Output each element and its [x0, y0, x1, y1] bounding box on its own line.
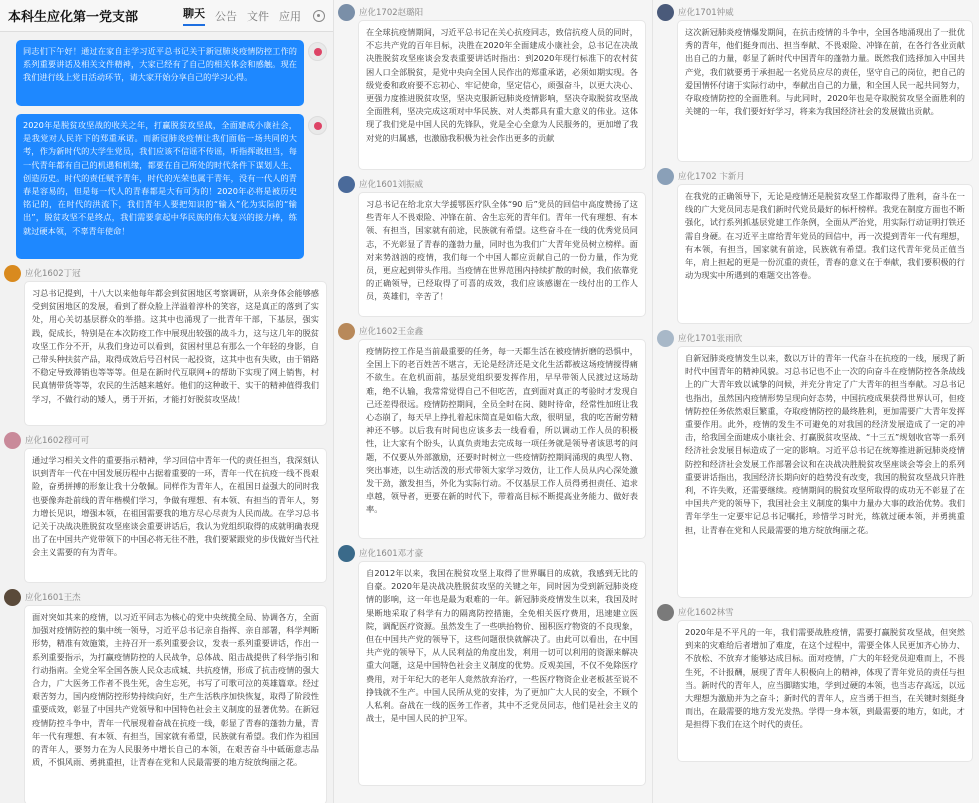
message-incoming — [657, 330, 975, 598]
avatar — [4, 589, 21, 606]
message-bubble: 在我党的正确领导下，无论是疫情还是脱贫攻坚工作都取得了胜利，奋斗在一线的广大党员同志是我们新时代党员最好的标杆榜样。我党在制度方面也不断强化，试行系列抓基层党建工作条例，全面从严治党，用实际行动证明打铁还需自身硬。在习近平主席给青年党员的回信中，再一次提到青年一代有理想，有本领，有担当，国家就有前途，民族就有希望。我们这代青年党员正值当年，肩上担起的更是一份沉重的责任，青春的意义在于奉献，我们要积极的行动为现实中所遇到的难题交出答卷。 — [677, 184, 973, 324]
message-outgoing — [8, 114, 327, 259]
message-sender — [657, 330, 975, 346]
message-incoming — [4, 432, 329, 583]
message-bubble: 自新冠肺炎疫情发生以来，数以万计的青年一代奋斗在抗疫的一线，展现了新时代中国青年的精神风貌。习总书记也不止一次的向奋斗在疫情防控各条战线上的广大青年致以诚挚的问候，并充分肯定了广大青年的担当奉献。习总书记也指出，虽然国内疫情形势呈现向好态势，中国抗疫成果获得世界认可，但疫情防控任务依然艰巨繁重，夺取疫情防控的最终胜利，更加需要广大青年发挥重要作用。此外，疫情的发生不可避免的对我国的经济发展造成了一定的冲击，给我国全面建成小康社会、打赢脱贫攻坚战、“十三五”规划收官等一系列经济社会发展目标造成了一定的影响。习近平总书记在统筹推进新冠肺炎疫情防控和经济社会发展工作部署会议和在决战决胜脱贫攻坚座谈会等会上的系列重要讲话指出，我国经济长期向好的趋势没有改变，我国的脱贫攻坚战只许胜利，不许失败，还需要继续。疫情期间的脱贫攻坚所取得的成功无不彰显了在中国共产党的领导下，我国社会主义制度的集中力量办大事的政治优势。我们青年学生一定要牢记总书记嘱托，珍惜学习时光，练就过硬本领，并勇挑重担，让青春在党和人民最需要的地方绽放绚丽之花。 — [677, 346, 973, 598]
sender-name: 应化1701张雨欣 — [678, 334, 743, 344]
tab-apps[interactable]: 应用 — [279, 9, 301, 23]
sender-name: 应化1601邓才豪 — [359, 549, 424, 559]
avatar — [338, 4, 355, 21]
chat-header — [0, 0, 333, 32]
group-title: 本科生应化第一党支部 — [8, 10, 139, 25]
message-sender — [338, 4, 648, 20]
tab-chat[interactable]: 聊天 — [183, 5, 205, 26]
tab-files[interactable]: 文件 — [247, 9, 269, 23]
chat-panel-right — [653, 0, 979, 803]
sender-name: 应化1702赵璐阳 — [359, 8, 424, 18]
avatar — [4, 432, 21, 449]
avatar — [657, 4, 674, 21]
sender-name: 应化1702 卞新月 — [678, 172, 745, 182]
message-sender — [338, 545, 648, 561]
message-bubble: 这次新冠肺炎疫情爆发期间，在抗击疫情的斗争中，全国各地涌现出了一批优秀的青年，他们挺身而出、担当奉献、不畏艰险、冲锋在前，在各行各业贡献出自己的力量，彰显了新时代中国青年的蓬勃力量。既然我们选择加入中国共产党，我们就要勇于承担起一名党员应尽的责任，坚守自己的岗位，把自己的爱国情怀付诸于实际行动中，奉献出自己的力量，和全国人民一起共同努力，夺取疫情防控的全面胜利。与此同时，2020年也是夺取脱贫攻坚全面胜利的关键的一年，我们要好好学习，将来为我国经济社会的发展做出贡献。 — [677, 20, 973, 162]
avatar — [338, 545, 355, 562]
chat-panel-middle — [334, 0, 653, 803]
message-incoming — [338, 545, 648, 786]
message-sender — [4, 265, 329, 281]
message-sender — [657, 604, 975, 620]
message-sender — [4, 432, 329, 448]
message-sender — [338, 323, 648, 339]
message-sender — [338, 176, 648, 192]
sender-name: 应化1602林雪 — [678, 608, 734, 618]
sender-name: 应化1601刘振威 — [359, 180, 424, 190]
message-bubble: 在全球抗疫情期间，习近平总书记在关心抗疫同志，致信抗疫人员的同时，不忘共产党的百年目标，决胜在2020年全面建成小康社会，总书记在决战决胜脱贫攻坚座谈会发表重要讲话时指出：到2020年现行标准下的农村贫困人口全部脱贫，是党中央向全国人民作出的郑重承诺，必须如期实现。各级党委和政府要不忘初心、牢记使命，坚定信心，顽强奋斗，以更大决心、更强力度推进脱贫攻坚，坚决克服新冠肺炎疫情影响，坚决夺取脱贫攻坚战全面胜利，坚决完成这项对中华民族、对人类都具有重大意义的伟业。这体现了我们党是中国人民的先锋队，党是全心全意为人民服务的，更加增了我对党的归属感，也激励我积极为社会作出更多的贡献 — [358, 20, 646, 170]
sender-name: 应化1601王杰 — [25, 593, 81, 603]
sender-name: 应化1602穆可可 — [25, 436, 90, 446]
sender-name: 应化1701钟威 — [678, 8, 734, 18]
message-bubble: 2020年是脱贫攻坚战的收关之年，打赢脱贫攻坚战，全面建成小康社会，是我党对人民许下的郑重承诺。而新冠肺炎疫情让我们面临一场共同的大考，作为新时代的大学生党员，我们应该不信谣不传谣，听指挥敢担当，每一代青年都有自己的机遇和机缘，都要在自己所处的时代条件下谋划人生、创造历史。时代的责任赋予青年，时代的光荣也属于青年，没有一代人的青春是容易的，但是每一代人的青春都是大有可为的！2020年必将是被历史铭记的，在时代的洪流下，我们青年人要把知识的“输入”化为实际的“输出”，脱贫攻坚不是终点，我们需要拿起中华民族的伟大复兴的接力棒，练就过硬本领，不辜青年使命！ — [16, 114, 304, 259]
message-bubble: 通过学习相关文件的重要指示精神，学习回信中青年一代的责任担当，我深刻认识到青年一代在中国发展历程中占据着重要的一环，青年一代在抗疫一线不畏艰险，奋勇拼搏的形象让我十分敬佩。同样作为青年人，在祖国日益强大的同时我也要像奔赴前线的青年楷模们学习，争做有理想、有本领、有担当的青年人，努力增长见识，增强本领，在祖国需要我的地方尽心尽责为人民而战。在学习总书记关于决战决胜脱贫攻坚座谈会重要讲话后，我认为党组织取得的成就明确表现出了在中国共产党带领下的中国必将无往不胜，我们要紧跟党的步伐做好当代社会主义需要的有为青年。 — [24, 448, 327, 583]
message-incoming — [4, 265, 329, 426]
message-incoming — [338, 4, 648, 170]
message-sender — [657, 4, 975, 20]
avatar — [338, 176, 355, 193]
avatar — [657, 168, 674, 185]
avatar — [657, 604, 674, 621]
message-sender — [4, 589, 329, 605]
sender-name: 应化1602丁冠 — [25, 269, 81, 279]
message-bubble: 疫情防控工作是当前最重要的任务，每一天都生活在被疫情折磨的恐惧中，全国上下的老百姓苦不堪言，无论是经济还是文化生活都被这场疫情搅得痛不欲生。在危机面前，基层党组织要发挥作用，早早带领人民渡过这场劫难，绝不认输，我常常觉得自己不但吃苦，直到面对真正的考验时才发现自己还差得很远。疫情防控期间，全员全时在岗、随时待命，经常性加班让我心态崩了，每天早上挣扎着起床简直是如临大敌，很明显，我的吃苦耐劳精神还不够。以后我有时间也应该多去一线看看，所以调动工作人员的积极性，让大家有个盼头，认真负责地去完成每一项任务就是领导者该思考的问题，不仅要从外部激励，还要时时树立一些疫情防控期间涌现的典型人物、突出事迹，以生动活泼的形式带领大家学习效仿，让工作人员从内心深处激发干劲，激发担当，外化为实际行动。不仅基层工作人员得勇担责任、追求卓越，领导者，更要在新的时代下，带着高目标不断提高业务能力、做好表率。 — [358, 339, 646, 539]
avatar — [4, 265, 21, 282]
message-bubble: 2020年是不平凡的一年，我们需要战胜疫情，需要打赢脱贫攻坚战，但突然到来的灾难给后者增加了难度，在这个过程中，需要全体人民更加齐心协力、不放松、不放弃才能够达成目标。面对疫情，广大的年轻党员迎难而上，不畏生死，不计报酬，展现了青年人积极向上的精神，体现了青年党员的责任与担当。新时代的青年人，应当脚踏实地，学到过硬的本领，也当志存高远，以远大理想为激励并为之奋斗；新时代的青年人，应当勇于担当，在关键时刻挺身而出，在最需要的地方发光发热。学得一身本领，到最需要的地方，如此，才是担得下我们在这个时代的责任。 — [677, 620, 973, 762]
message-incoming — [4, 589, 329, 803]
sender-name: 应化1602王金鑫 — [359, 327, 424, 337]
message-sender — [657, 168, 975, 184]
avatar — [657, 330, 674, 347]
chat-panel-left — [0, 0, 334, 803]
message-bubble: 同志们下午好！通过在家自主学习近平总书记关于新冠肺炎疫情防控工作的系列重要讲话及相关文件精神，大家已经有了自己的相关体会和感触。现在我们进行线上党日活动环节，请大家开始分享自己的学习心得。 — [16, 40, 304, 106]
avatar — [308, 42, 327, 61]
message-incoming — [338, 323, 648, 539]
message-bubble: 习总书记在给北京大学援鄂医疗队全体“90 后”党员的回信中高度赞扬了这些青年人不畏艰险、冲锋在前、舍生忘死的青年们。青年一代有理想、有本领、有担当，国家就有前途，民族就有希望。这些奋斗在一线的优秀党员同志，不光彰显了青春的蓬勃力量，同时也为我们广大青年党员树立榜样。面对来势汹汹的疫情，我们每一个中国人都应贡献自己的一份力量，作为党员，更应起到带头作用。当疫情在世界范围内持续扩散的时候，我们依靠党的正确领导，已经取得了可喜的成效，我们应该感谢在一线付出的工作人员，英雄们，辛苦了！ — [358, 192, 646, 317]
message-outgoing — [8, 40, 327, 106]
tab-announcement[interactable]: 公告 — [215, 9, 237, 23]
message-incoming — [657, 168, 975, 324]
message-bubble: 自2012年以来，我国在脱贫攻坚上取得了世界瞩目的成就，我感到无比的自豪。2020年是决战决胜脱贫攻坚的关键之年，同时因为受到新冠肺炎疫情的影响，这一年也是最为艰难的一年。新冠肺炎疫情发生以来，我国及时果断地采取了科学有力的隔离防控措施，全免相关医疗费用，迅速建立医院，调配医疗资源。虽然发生了一些哄抬物价、囤积医疗物资的不良现象，但在中国共产党的领导下，这些问题很快就解决了。由此可以看出，在中国共产党的领导下，从人民利益的角度出发，利用一切可以利用的资源来解决重大问题，这是中国特色社会主义制度的优势。反观美国，不仅不免除医疗费用，对于年纪大的老年人竟然放弃治疗，一些医疗物资企业老板甚至说不挣钱就不生产。中国人民所从党的安排，为了更加广大人民的安全，不顾个人私利。奋战在一线的医务工作者，其中不乏党员同志，他们是社会主义的战士，是中国人民的护卫军。 — [358, 561, 646, 786]
message-incoming — [338, 176, 648, 317]
chat-tabs — [183, 5, 325, 26]
avatar — [338, 323, 355, 340]
message-bubble: 面对突如其来的疫情，以习近平同志为核心的党中央统揽全局、协调各方，全面加强对疫情防控的集中统一领导，习近平总书记亲自指挥、亲自部署，科学判断形势，精准有效施策，主持召开一系列重要会议，发表一系列重要讲话，作出一系列重要指示，为打赢疫情防控的人民战争，总体战、阻击战提供了科学指引和行动指南。全党全军全国各族人民众志成城、共抗疫情，形成了抗击疫情的强大合力，广大医务工作者不畏生死，舍生忘死，书写了可歌可泣的英雄篇章。经过艰苦努力，国内疫情防控形势持续向好，生产生活秩序加快恢复，取得了阶段性重要成效，彰显了中国共产党领导和中国特色社会主义制度的显著优势。在新冠疫情防控斗争中，青年一代展现着奋战在抗疫一线，彰显了青春的蓬勃力量，青年一代有理想、有本领、有担当，国家就有希望，民族就有希望。我们作为祖国的青年人，要努力在为人民服务中增长自己的本领，在艰苦奋斗中砥砺意志品质，不惧风雨、勇挑重担，让青春在党和人民最需要的地方绽放绚丽之花。 — [24, 605, 327, 803]
message-bubble: 习总书记提到，十八大以来他每年都会到贫困地区考察调研，从亲身体会能够感受到贫困地区的发展，看到了群众脸上洋溢着淳朴的笑容，这是真正的落到了实处，用心关切基层群众的举措。这其中也涌现了一批青年干部，下基层，强实践，促成长，特别是在本次防疫工作中展现出较强的战斗力，这与这几年的脱贫攻坚工作分不开，从我们身边可以看到，贫困村里总有那么一个年轻的身影，自己带头种扶贫产品，取得成效后号召村民一起投资，这其中也有失败，由于销路不稳定导致滞销也等等等。但是在新时代互联网+的帮助下实现了网上销售，村民真情带货等等，农民的生活越来越好。他们的这种敢干、实干的精神值得我们学习，不做行动的矮人，勇于开拓，才能打好脱贫攻坚战！ — [24, 281, 327, 426]
avatar — [308, 116, 327, 135]
message-incoming — [657, 4, 975, 162]
gear-icon[interactable] — [313, 10, 325, 22]
message-incoming — [657, 604, 975, 762]
